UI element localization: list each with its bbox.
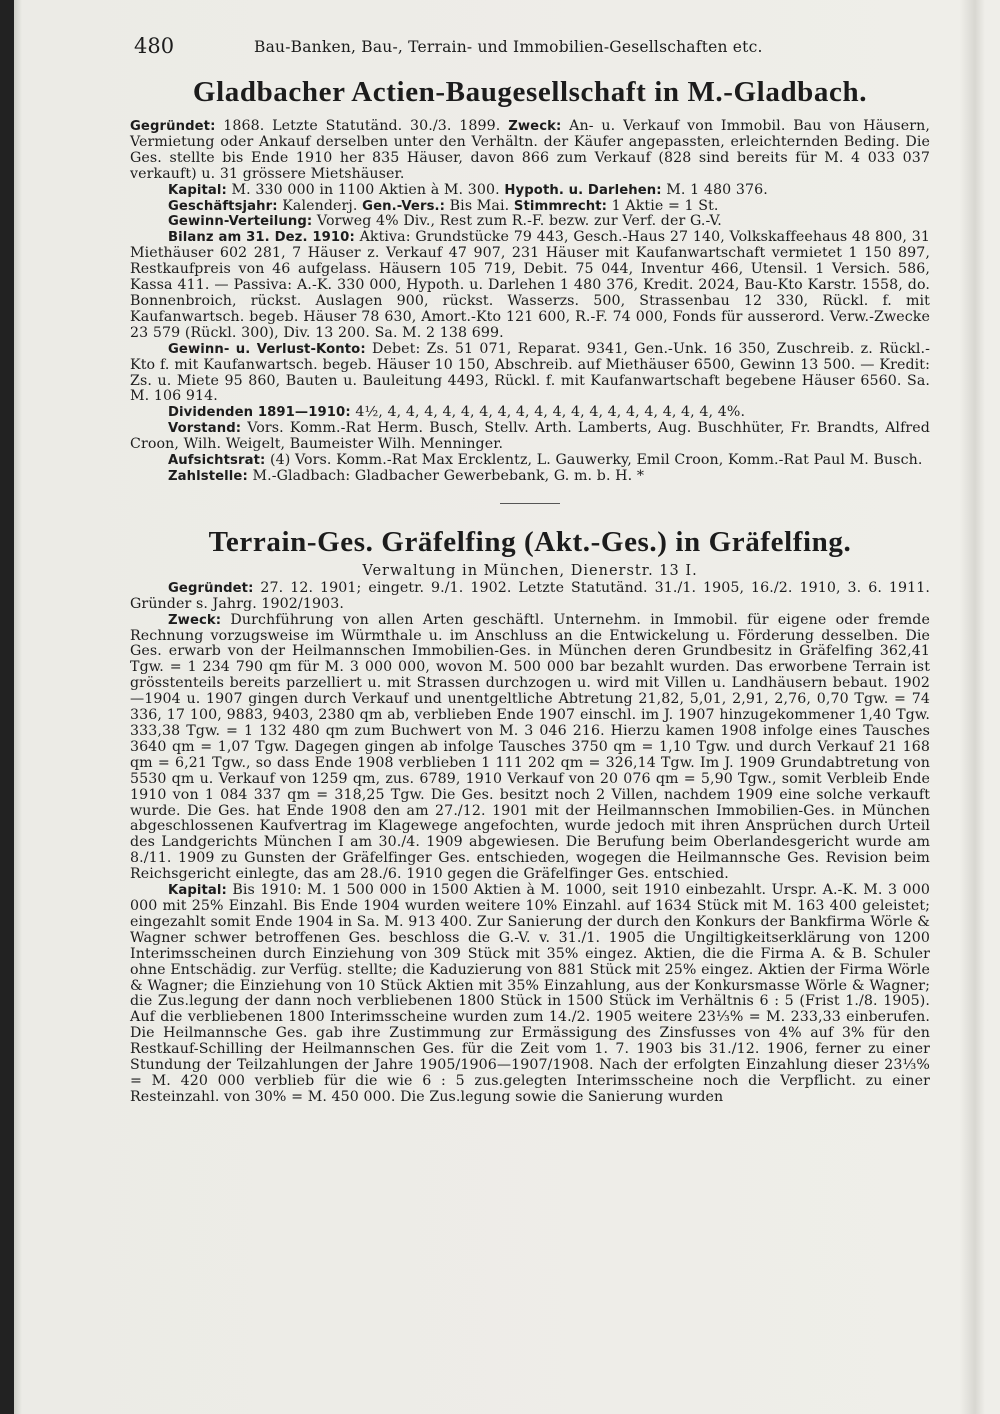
text-kapital-2: Bis 1910: M. 1 500 000 in 1500 Aktien à M. 1000, seit 1910 einbezahlt. Urspr. A.-K. M. 3 000 000 mit 25% Einzahl. Bis Ende 1904 wurden weitere 10% Einzahl. auf 1634 Stück mit M. 163 400 geleistet; eingezahlt somit Ende 1904 in Sa. M. 913 400. Zur Sanierung der durch den Konkurs der Bankfirma Wörle & Wagner schwer betroffenen Ges. beschloss die G.-V. v. 31./1. 1905 die Ungiltigkeitserklärung von 1200 Interimsscheinen durch Einziehung von 309 Stück mit 35% eingez. Aktien, die die Firma A. & B. Schuler ohne Entschädig. zur Verfüg. stellte; die Kaduzierung von 881 Stück mit 25% eingez. Aktien der Firma Wörle & Wagner; die Einziehung von 10 Stück Aktien mit 35% Einzahlung, aus der Konkursmasse Wörle & Wagner; die Zus.legung der dann noch verbliebenen 1800 Stück in 1500 Stück im Verhältnis 6 : 5 (Frist 1./8. 1905). Auf die verbliebenen 1800 Interimsscheine wurden zum 14./2. 1905 weitere 23⅓% = M. 233,33 einberufen. Die Heilmannsche Ges. gab ihre Zustimmung zur Ermässigung des Zinsfusses von 4% auf 3% für den Restkauf-Schilling der Heilmannschen Ges. für die Zeit vom 1. 7. 1903 bis 31./12. 1906, ferner zu einer Stundung der Teilzahlungen der Jahre 1905/1906—1907/1908. Nach der erfolgten Einzahlung dieser 23⅓% = M. 420 000 verblieb für die wie 6 : 5 zus.gelegten Interimsscheine noch die Verpflicht. zu einer Resteinzahl. von 30% = M. 450 000. Die Zus.legung sowie die Sanierung wurden (130, 882, 930, 1105)
s1-aufsichtsrat (130, 453, 930, 469)
s1-gewinnverteilung (130, 214, 930, 230)
s1-bilanz (130, 230, 930, 341)
label-gewinnverteilung: Gewinn-Verteilung: (168, 214, 313, 230)
label-gegruendet-2: Gegründet: (168, 580, 254, 596)
text-gewinnverteilung: Vorweg 4% Div., Rest zum R.-F. bezw. zur Verf. der G.-V. (316, 213, 722, 230)
s2-zweck (130, 613, 930, 883)
text-aufsichtsrat: (4) Vors. Komm.-Rat Max Ercklentz, L. Gauwerky, Emil Croon, Komm.-Rat Paul M. Busch. (269, 452, 923, 469)
label-gegruendet: Gegründet: (130, 119, 216, 134)
label-aufsichtsrat: Aufsichtsrat: (168, 453, 266, 469)
text-genvers: Bis Mai. (449, 197, 510, 214)
label-kapital: Kapital: (168, 182, 227, 198)
s1-kapital (130, 183, 930, 199)
text-zahlstelle: M.-Gladbach: Gladbacher Gewerbebank, G. m. b. H. * (252, 467, 645, 484)
section-divider (500, 503, 560, 504)
text-guv: Debet: Zs. 51 071, Reparat. 9341, Gen.-Unk. 16 350, Zuschreib. z. Rückl.-Kto f. mit Kaufanwartsch. begeb. Häuser 10 150, Abschreib. auf Miethäuser 6500, Gewinn 13 500. — Kredit: Zs. u. Miete 95 860, Bauten u. Bauleitung 4493, Rückl. f. mit Kaufanwartschaft begebene Häuser 6560. Sa. M. 106 914. (130, 340, 930, 405)
s1-dividenden (130, 405, 930, 421)
section-title-graefelfing: Terrain-Ges. Gräfelfing (Akt.-Ges.) in Gräfelfing. (208, 525, 852, 558)
text-hypoth: M. 1 480 376. (666, 181, 768, 198)
text-vorstand: Vors. Komm.-Rat Herm. Busch, Stellv. Arth. Lamberts, Aug. Buschhüter, Fr. Brandts, Alfred Croon, Wilh. Weigelt, Baumeister Wilh. Menninger. (130, 420, 930, 453)
label-guv: Gewinn- u. Verlust-Konto: (168, 341, 366, 357)
page-content (130, 30, 930, 1106)
text-zweck: An- u. Verkauf von Immobil. Bau von Häusern, Vermietung oder Ankauf derselben unter den Verhältn. der Käufer angepassten, erleichternden Beding. Die Ges. stellte bis Ende 1910 her 835 Häuser, davon 866 zum Verkauf (828 sind bereits für M. 4 033 037 verkauft) u. 31 grössere Mietshäuser. (130, 118, 930, 182)
running-title: Bau-Banken, Bau-, Terrain- und Immobilien-Gesellschaften etc. (254, 38, 763, 56)
text-geschaeftsjahr: Kalenderj. (282, 197, 358, 214)
section-subline: Verwaltung in München, Dienerstr. 13 I. (362, 562, 698, 579)
label-genvers: Gen.-Vers.: (362, 198, 446, 214)
s2-kapital (130, 883, 930, 1106)
label-zweck: Zweck: (508, 119, 562, 134)
text-gegruendet-2: 27. 12. 1901; eingetr. 9./1. 1902. Letzte Statutänd. 31./1. 1905, 16./2. 1910, 3. 6. 1911. Gründer s. Jahrg. 1902/1903. (130, 579, 930, 612)
label-zahlstelle: Zahlstelle: (168, 468, 248, 484)
binding-gutter (0, 0, 14, 1414)
s1-gegruendet-zweck (130, 119, 930, 183)
s1-zahlstelle (130, 469, 930, 485)
label-geschaeftsjahr: Geschäftsjahr: (168, 198, 278, 214)
text-kapital: M. 330 000 in 1100 Aktien à M. 300. (231, 181, 500, 198)
text-bilanz: Aktiva: Grundstücke 79 443, Gesch.-Haus 27 140, Volkskaffeehaus 48 800, 31 Miethäuser 602 281, 7 Häuser z. Verkauf 47 907, 231 Häuser mit Kaufanwartschaft vermietet 1 150 897, Restkaufpreis von 46 aufgelass. Häusern 105 719, Debit. 75 044, Inventur 466, Utensil. 1 Versich. 586, Kassa 411. — Passiva: A.-K. 330 000, Hypoth. u. Darlehen 1 480 376, Kredit. 2024, Bau-Kto Karstr. 1558, do. Bonnenbroich, rückst. Auslagen 900, rückst. Wasserzs. 500, Strassenbau 12 330, Rückl. f. mit Kaufanwartsch. begeb. Häuser 78 630, Amort.-Kto 121 600, R.-F. 74 000, Fonds für ausserord. Verw.-Zwecke 23 579 (Rückl. 300), Div. 13 200. Sa. M. 2 138 699. (130, 229, 930, 341)
label-dividenden: Dividenden 1891—1910: (168, 405, 351, 421)
label-stimmrecht: Stimmrecht: (513, 198, 608, 214)
label-hypoth: Hypoth. u. Darlehen: (504, 182, 662, 198)
s1-geschaeftsjahr (130, 199, 930, 215)
page-number: 480 (134, 34, 175, 58)
text-dividenden: 4½, 4, 4, 4, 4, 4, 4, 4, 4, 4, 4, 4, 4, 4, 4, 4, 4, 4, 4, 4%. (355, 404, 746, 421)
s1-vorstand (130, 421, 930, 453)
label-zweck-2: Zweck: (168, 612, 222, 628)
text-zweck-2: Durchführung von allen Arten geschäftl. Unternehm. in Immobil. für eigene oder fremde Rechnung vorzugsweise im Würmthale u. im Anschluss an die Entwickelung u. Förderung desselben. Die Ges. erwarb von der Heilmannschen Immobilien-Ges. in München deren Grundbesitz in Gräfelfing 362,41 Tgw. = 1 234 790 qm für M. 3 000 000, wovon M. 500 000 bar bezahlt wurden. Das erworbene Terrain ist grösstenteils bereits parzelliert u. mit Strassen durchzogen u. wird mit Villen u. Landhäusern bebaut. 1902—1904 u. 1907 gingen durch Verkauf und unentgeltliche Abtretung 21,82, 5,01, 2,91, 2,76, 0,70 Tgw. = 74 336, 17 100, 9883, 9403, 2380 qm ab, verblieben Ende 1907 einschl. im J. 1907 hinzugekommener 1,40 Tgw. 333,38 Tgw. = 1 132 480 qm zum Buchwert von M. 3 046 216. Hierzu kamen 1908 infolge eines Tausches 3640 qm = 1,07 Tgw. Dagegen gingen ab infolge Tausches 3750 qm = 1,10 Tgw. und durch Verkauf 21 168 qm = 6,21 Tgw., so dass Ende 1908 verblieben 1 111 202 qm = 326,14 Tgw. Im J. 1909 Grundabtretung von 5530 qm u. Verkauf von 1259 qm, zus. 6789, 1910 Verkauf von 20 076 qm = 5,90 Tgw., somit Verbleib Ende 1910 von 1 084 337 qm = 318,25 Tgw. Die Ges. besitzt noch 2 Villen, nachdem 1909 eine solche verkauft wurde. Die Ges. hat Ende 1908 den am 27./12. 1901 mit der Heilmannschen Immobilien-Ges. in München abgeschlossenen Kaufvertrag im Klagewege angefochten, wurde jedoch mit ihren Ansprüchen durch Urteil des Landgerichts München I am 30./4. 1909 abgewiesen. Die Berufung beim Oberlandesgericht wurde am 8./11. 1909 zu Gunsten der Gräfelfinger Ges. entschieden, wogegen die Heilmannsche Ges. Revision beim Reichsgericht einlegte, das am 28./6. 1910 gegen die Gräfelfinger Ges. entschied. (130, 611, 930, 883)
text-gegruendet: 1868. Letzte Statutänd. 30./3. 1899. (223, 118, 501, 134)
s1-guv (130, 342, 930, 406)
label-kapital-2: Kapital: (168, 883, 227, 899)
s2-gegruendet (130, 581, 930, 613)
label-bilanz: Bilanz am 31. Dez. 1910: (168, 230, 355, 246)
text-stimmrecht: 1 Aktie = 1 St. (611, 197, 719, 214)
label-vorstand: Vorstand: (168, 421, 242, 437)
section-title-gladbacher: Gladbacher Actien-Baugesellschaft in M.-Gladbach. (192, 76, 868, 108)
running-head (130, 30, 930, 64)
facing-page-edge (978, 0, 1000, 1414)
